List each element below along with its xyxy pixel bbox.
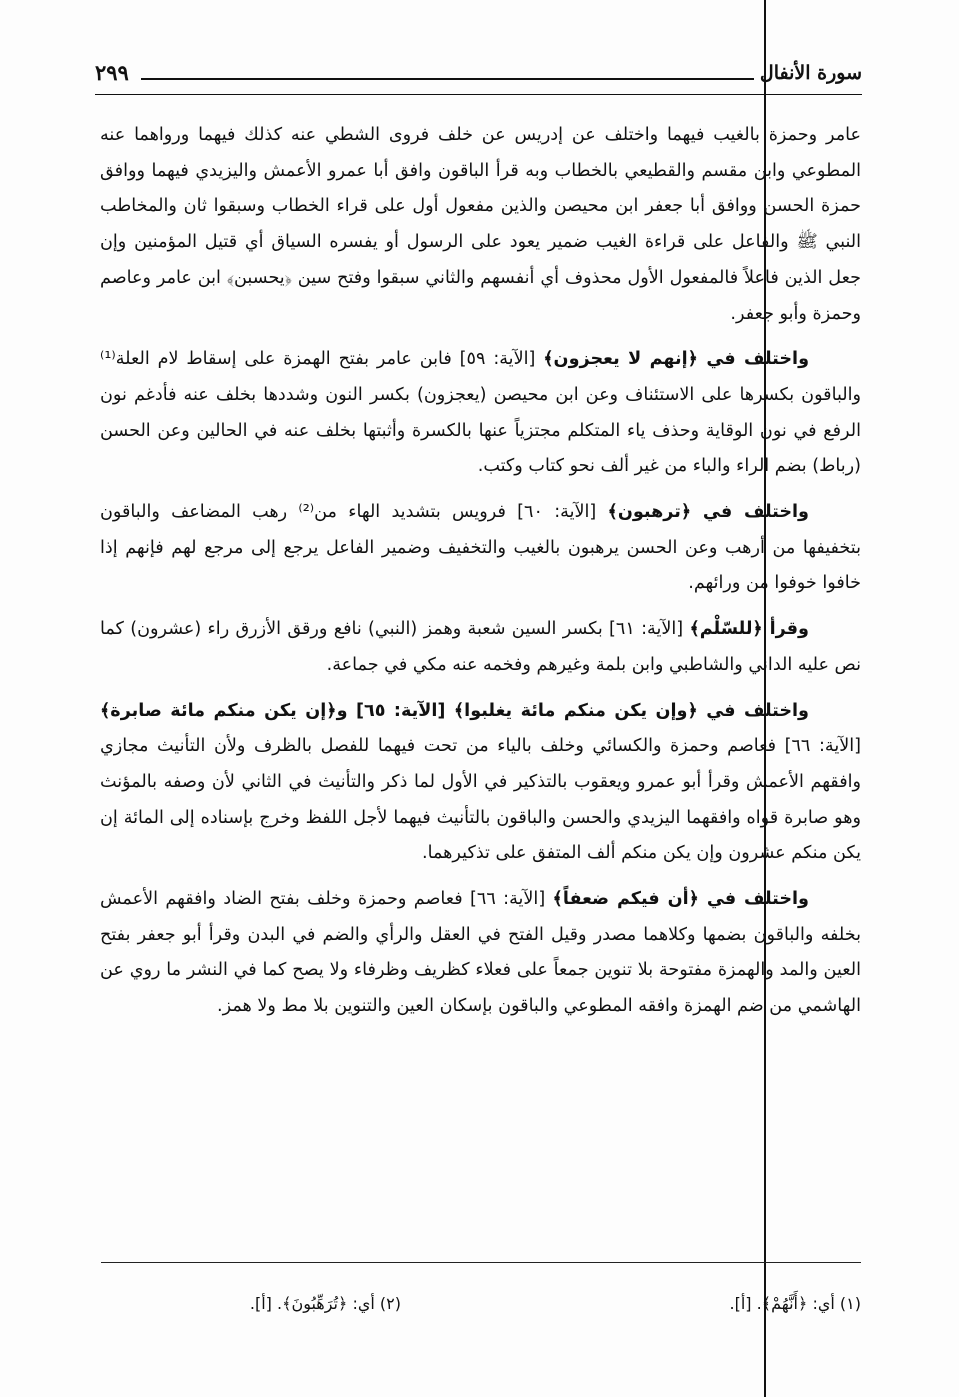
paragraph-text: [الآية: ٦٠] فرويس بتشديد الهاء من⁽²⁾ رهب المضاعف والباقون بتخفيفها من أرهب وعن الحسن يرهبون بالغيب والتخفيف وضمير الفاعل يرجع إلى مرجع لهم فإنهم إذا خافوا خوفوا من ورائهم.	[100, 502, 861, 594]
paragraph-text: [الآية: ٥٩] فابن عامر بفتح الهمزة على إسقاط لام العلة⁽¹⁾ والباقون بكسرها على الاستئناف وعن ابن محيصن (يعجزون) بكسر النون وشددها بخلف عنه فأدغم نون الرفع في نون الوقاية وحذف ياء المتكلم مجتزياً عنها بالكسرة وأثبتها بخلف عنه في الحالين وعن الحسن (رباط) بضم الراء والباء من غير ألف نحو كتاب وكتب.	[100, 349, 861, 477]
paragraph-lead: واختلف في ﴿أن فيكم ضعفاً﴾	[552, 889, 809, 910]
paragraph-4	[100, 612, 861, 683]
paragraph-text: [الآية: ٦١] بكسر السين شعبة وهمز (النبي) نافع ورقق الأزرق راء (عشرون) كما نص عليه الداني والشاطبي وابن بلمة وغيرهم وفخمه عنه مكي في جماعة.	[100, 619, 861, 675]
paragraph-5	[100, 694, 861, 873]
footnote-rule	[101, 1262, 861, 1263]
paragraph-1	[100, 118, 861, 332]
header-underline	[95, 94, 862, 95]
paragraph-text: عامر وحمزة بالغيب فيهما واختلف عن إدريس عن خلف فروى الشطي عنه كذلك فيهما ورواهما عنه المطوعي وابن مقسم والقطيعي بالخطاب وبه قرأ الباقون وافق أبا عمرو الأعمش واليزيدي فيهما ووافق حمزة الحسن ووافق أبا جعفر ابن محيصن والذين مفعول أول على قراء الخطاب وسبقوا ثان والمخاطب النبي ﷺ والفاعل على قراءة الغيب ضمير يعود على الرسول أو يفسره السياق أي قتيل المؤمنين وإن جعل الذين فاعلاً فالمفعول الأول محذوف أي أنفسهم والثاني سبقوا وفتح سين ﴿يحسبن﴾ ابن عامر وعاصم وحمزة وأبو جعفر.	[100, 125, 861, 324]
surah-title: سورة الأنفال	[759, 62, 862, 84]
page-number: ٢٩٩	[95, 60, 129, 85]
page-body	[100, 118, 861, 1035]
paragraph-lead: واختلف في ﴿وإن يكن منكم مائة يغلبوا﴾ [الآية: ٦٥] و﴿إن يكن منكم مائة صابرة﴾	[100, 700, 809, 721]
footnote-1: (١) أي: ﴿أَنَّهُمْ﴾. [أ].	[729, 1294, 861, 1313]
paragraph-3	[100, 495, 861, 602]
page-header	[95, 58, 862, 92]
footnote-2: (٢) أي: ﴿تُرَهِّبُونَ﴾. [أ].	[249, 1294, 401, 1313]
paragraph-lead: واختلف في ﴿ترهبون﴾	[607, 502, 809, 523]
header-rule	[141, 78, 754, 80]
paragraph-lead: وقرأ ﴿للسّلْم﴾	[689, 619, 809, 640]
paragraph-text: [الآية: ٦٦] فعاصم وحمزة وخلف بفتح الضاد وافقهم الأعمش بخلفه والباقون بضمها وكلاهما مصدر وقيل الفتح في العقل والرأي والضم في البدن وقرأ أبو جعفر بفتح العين والمد والهمزة مفتوحة بلا تنوين جمعاً على فعلاء كظريف وظرفاء ولا يصح كما في النشر ما روي عن الهاشمي من ضم الهمزة وافقه المطوعي والباقون بإسكان العين والتنوين بلا مط ولا همز.	[100, 889, 861, 1017]
paragraph-6	[100, 882, 861, 1025]
paragraph-text: [الآية: ٦٦] فعاصم وحمزة والكسائي وخلف بالياء من تحت فيهما للفصل بالظرف ولأن التأنيث مجازي وافقهم الأعمش وقرأ أبو عمرو ويعقوب بالتذكير في الأول لما ذكر والتأنيث في الثاني لأن وصفه بالمؤنث وهو صابرة قواه وافقهما اليزيدي والحسن والباقون بالتأنيث فيهما لأجل اللفظ وخرج بإسناده إلى المائة إن يكن منكم عشرون وإن يكن منكم ألف المتفق على تذكيرهما.	[100, 736, 861, 864]
paragraph-2	[100, 342, 861, 485]
paragraph-lead: واختلف في ﴿إنهم لا يعجزون﴾	[543, 349, 810, 370]
